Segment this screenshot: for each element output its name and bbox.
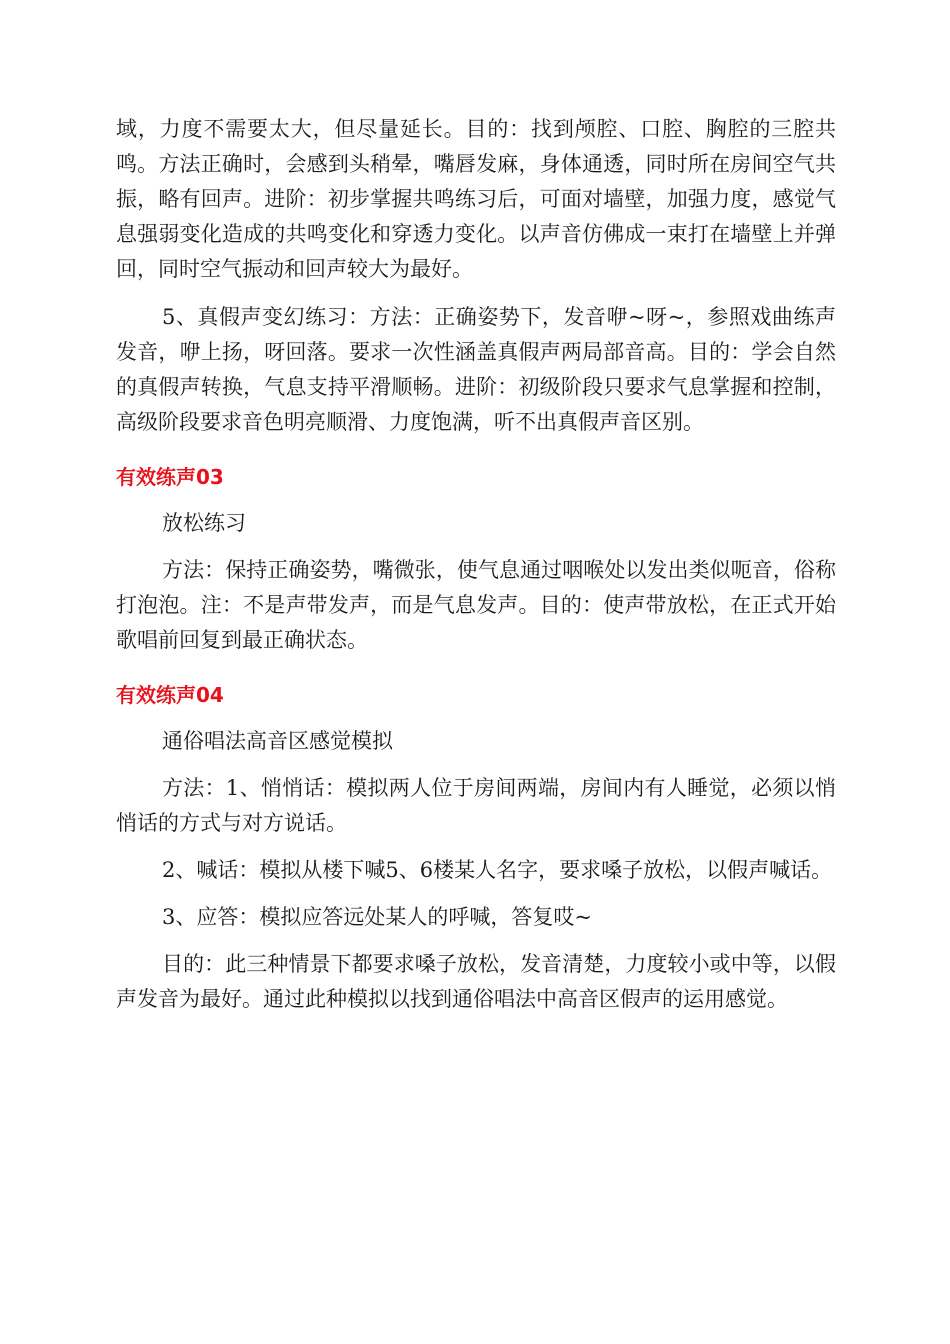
paragraph-shout: 2、喊话：模拟从楼下喊5、6楼某人名字，要求嗓子放松，以假声喊话。 (162, 858, 833, 882)
paragraph-resonance-continued: 域，力度不需要太大，但尽量延长。目的：找到颅腔、口腔、胸腔的三腔共鸣。方法正确时，会感到头稍晕，嘴唇发麻，身体通透，同时所在房间空气共振，略有回声。进阶：初步掌握共鸣练习后，可面对墙壁，加强力度，感觉气息强弱变化造成的共鸣变化和穿透力变化。以声音仿佛成一束打在墙壁上并弹回，同时空气振动和回声较大为最好。 (116, 117, 836, 281)
paragraph-answer: 3、应答：模拟应答远处某人的呼喊，答复哎~ (162, 905, 592, 929)
paragraph-whisper: 方法：1、悄悄话：模拟两人位于房间两端，房间内有人睡觉，必须以悄悄话的方式与对方说话。 (116, 776, 836, 835)
paragraph-relax-method: 方法：保持正确姿势，嘴微张，使气息通过咽喉处以发出类似呃音，俗称打泡泡。注：不是声带发声，而是气息发声。目的：使声带放松，在正式开始歌唱前回复到最正确状态。 (116, 558, 836, 652)
section-subtitle-high-range: 通俗唱法高音区感觉模拟 (162, 729, 393, 753)
section-heading-04: 有效练声04 (116, 683, 224, 707)
paragraph-purpose: 目的：此三种情景下都要求嗓子放松，发音清楚，力度较小或中等，以假声发音为最好。通过此种模拟以找到通俗唱法中高音区假声的运用感觉。 (116, 952, 836, 1011)
paragraph-true-false-voice: 5、真假声变幻练习：方法：正确姿势下，发音咿~呀~，参照戏曲练声发音，咿上扬，呀回落。要求一次性涵盖真假声两局部音高。目的：学会自然的真假声转换，气息支持平滑顺畅。进阶：初级阶段只要求气息掌握和控制，高级阶段要求音色明亮顺滑、力度饱满，听不出真假声音区别。 (116, 305, 836, 434)
section-subtitle-relax: 放松练习 (162, 511, 246, 535)
section-heading-03: 有效练声03 (116, 465, 224, 489)
document-page (116, 112, 836, 1017)
